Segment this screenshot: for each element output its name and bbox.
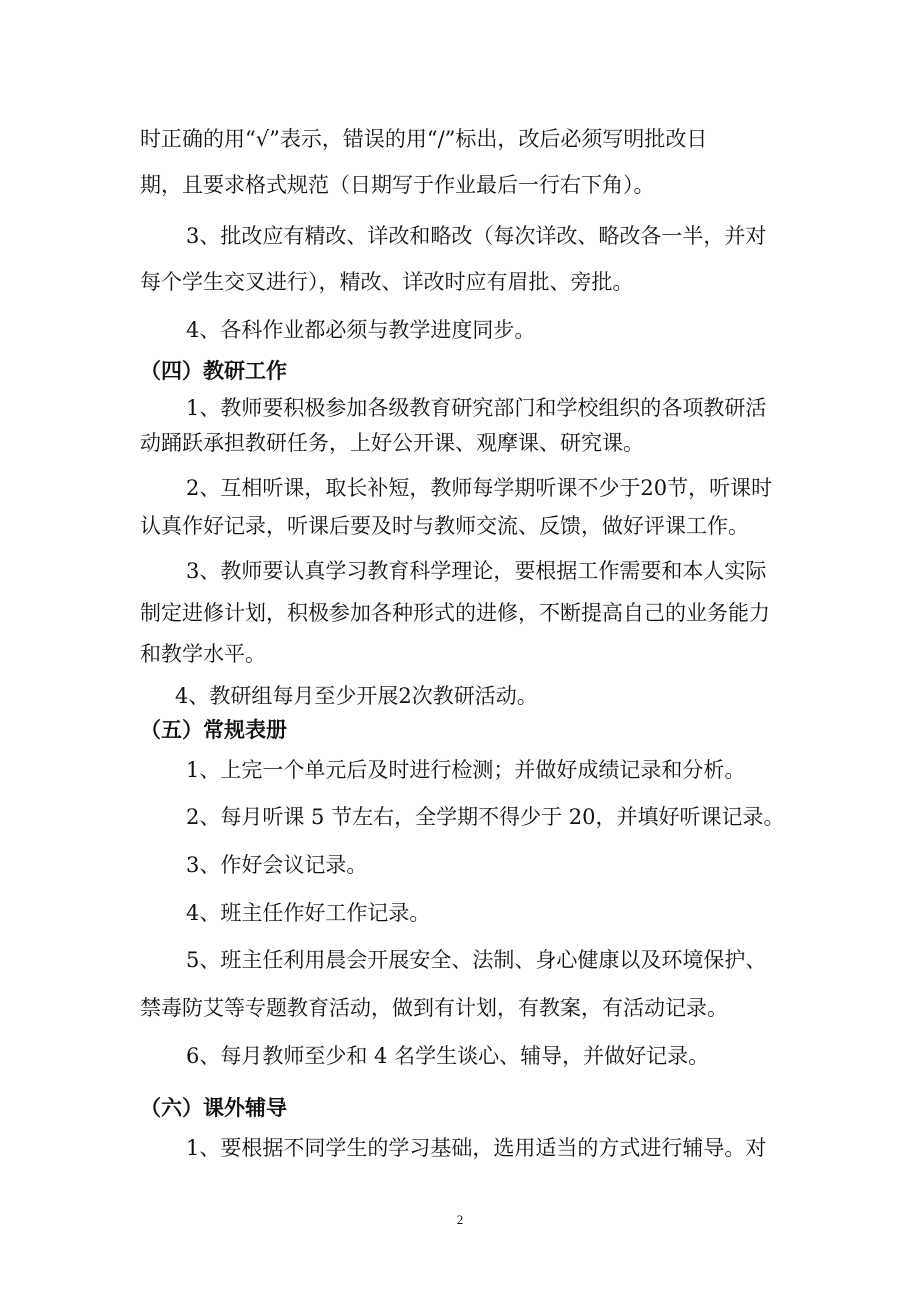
line-4: 每个学生交叉进行），精改、详改时应有眉批、旁批。 [140,270,634,294]
line-24: 1、要根据不同学生的学习基础，选用适当的方式进行辅导。对 [186,1136,767,1160]
line-1: 时正确的用“√”表示，错误的用“/”标出，改后必须写明批改日 [140,127,708,151]
line-21: 禁毒防艾等专题教育活动，做到有计划，有教案，有活动记录。 [140,996,728,1020]
line-7: 1、教师要积极参加各级教育研究部门和学校组织的各项教研活 [186,396,767,420]
line-22: 6、每月教师至少和 4 名学生谈心、辅导，并做好记录。 [186,1044,710,1068]
line-20: 5、班主任利用晨会开展安全、法制、身心健康以及环境保护、 [186,948,767,972]
line-13: 和教学水平。 [140,642,266,666]
line-8: 动踊跃承担教研任务，上好公开课、观摩课、研究课。 [140,431,644,455]
line-16: 1、上完一个单元后及时进行检测；并做好成绩记录和分析。 [186,758,746,782]
line-5: 4、各科作业都必须与教学进度同步。 [186,318,536,342]
line-17: 2、每月听课 5 节左右，全学期不得少于 20，并填好听课记录。 [186,805,785,829]
page-number: 2 [456,1212,464,1227]
line-11: 3、教师要认真学习教育科学理论，要根据工作需要和本人实际 [186,559,767,583]
line-9: 2、互相听课，取长补短，教师每学期听课不少于20节，听课时 [186,476,773,500]
line-19: 4、班主任作好工作记录。 [186,901,431,925]
section-heading-4: （四）教研工作 [140,358,287,383]
section-heading-5: （五）常规表册 [140,717,287,742]
line-2: 期，且要求格式规范（日期写于作业最后一行右下角）。 [140,173,655,197]
line-3: 3、批改应有精改、详改和略改（每次详改、略改各一半，并对 [186,224,767,248]
line-12: 制定进修计划，积极参加各种形式的进修，不断提高自己的业务能力 [140,601,770,625]
line-14: 4、教研组每月至少开展2次教研活动。 [175,684,538,708]
line-10: 认真作好记录，听课后要及时与教师交流、反馈，做好评课工作。 [140,514,749,538]
section-heading-6: （六）课外辅导 [140,1095,287,1120]
line-18: 3、作好会议记录。 [186,853,368,877]
